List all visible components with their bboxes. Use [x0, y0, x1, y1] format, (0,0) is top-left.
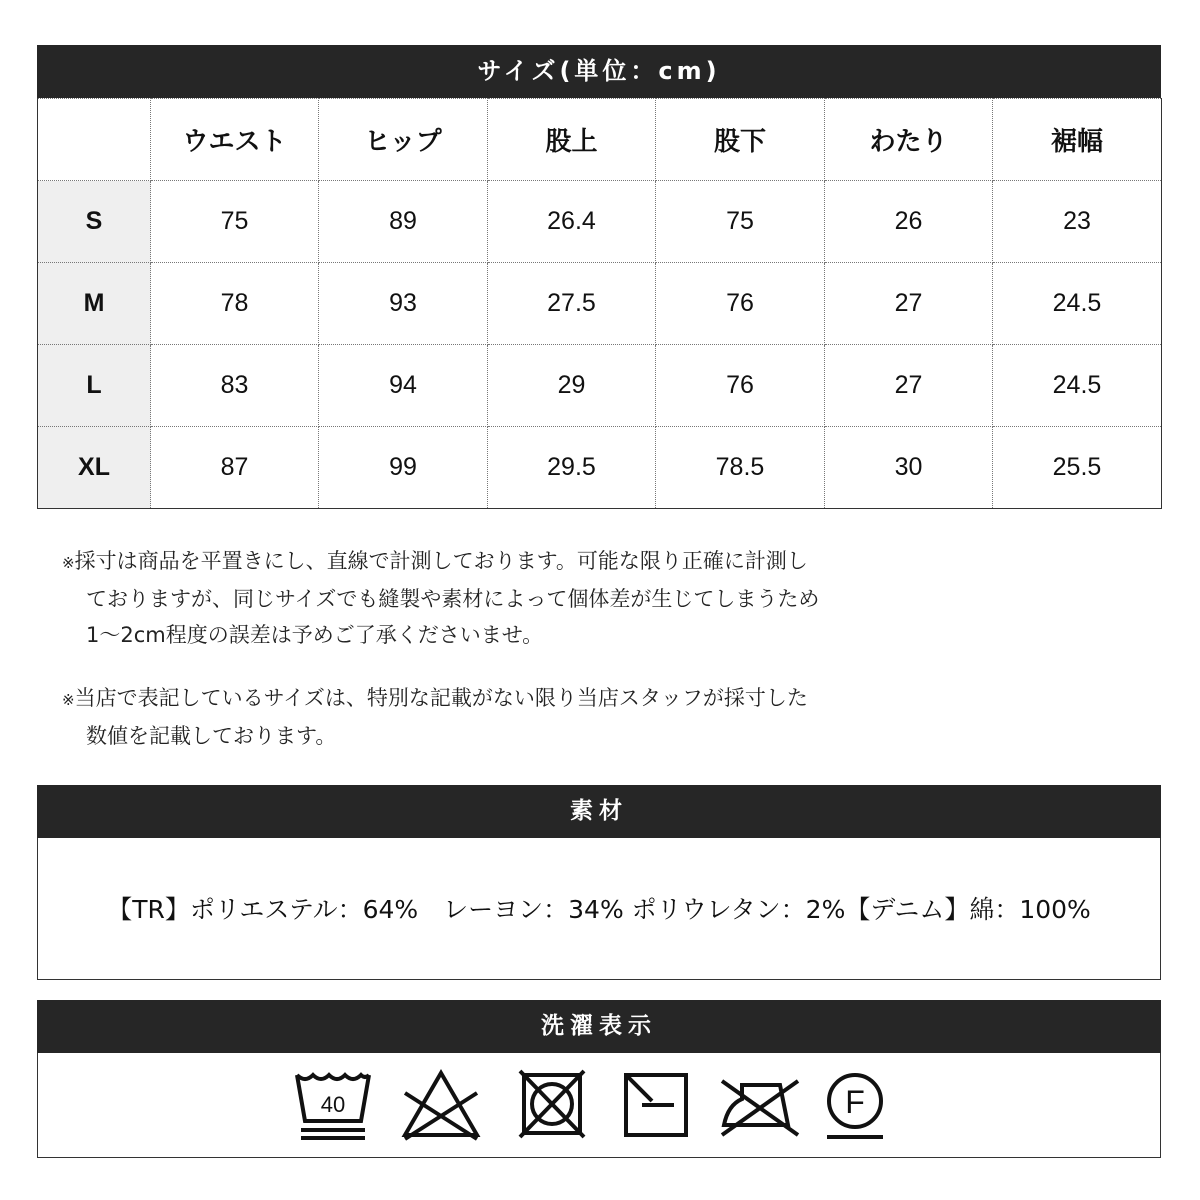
size-table-corner [38, 99, 151, 181]
measurement-note [62, 543, 962, 653]
size-source-note [62, 680, 962, 754]
dry-clean-letter: F [845, 1084, 865, 1120]
column-header-inseam: 股下 [656, 99, 825, 181]
note-text: 当店で表記しているサイズは、特別な記載がない限り当店スタッフが採寸した [74, 686, 808, 710]
column-header-rise: 股上 [488, 99, 656, 181]
table-cell: 75 [656, 181, 825, 263]
column-header-hip: ヒップ [319, 99, 488, 181]
wash-40-icon [293, 1069, 373, 1141]
dry-clean-f-icon [823, 1069, 887, 1141]
table-cell: 26 [825, 181, 993, 263]
care-section-title: 洗濯表示 [37, 1000, 1161, 1053]
column-header-waist: ウエスト [151, 99, 319, 181]
size-table [37, 98, 1162, 509]
note-mark: ※ [62, 691, 75, 709]
table-cell: 27.5 [488, 263, 656, 345]
note-mark: ※ [62, 554, 75, 572]
column-header-hem: 裾幅 [993, 99, 1162, 181]
note-line: ておりますが、同じサイズでも縫製や素材によって個体差が生じてしまうため [86, 587, 820, 611]
table-cell: 78 [151, 263, 319, 345]
table-cell: 24.5 [993, 263, 1162, 345]
table-cell: 27 [825, 345, 993, 427]
table-cell: 24.5 [993, 345, 1162, 427]
care-label-box [37, 1053, 1161, 1158]
table-cell: 29 [488, 345, 656, 427]
table-row [38, 263, 1162, 345]
size-label: XL [38, 427, 151, 509]
table-row [38, 427, 1162, 509]
table-cell: 26.4 [488, 181, 656, 263]
table-cell: 29.5 [488, 427, 656, 509]
table-cell: 99 [319, 427, 488, 509]
size-section-title: サイズ(単位：cm) [37, 45, 1161, 98]
table-cell: 30 [825, 427, 993, 509]
material-box [37, 838, 1161, 980]
size-label: M [38, 263, 151, 345]
table-cell: 78.5 [656, 427, 825, 509]
wash-temp-label: 40 [320, 1092, 346, 1117]
table-cell: 25.5 [993, 427, 1162, 509]
note-line: 数値を記載しております。 [86, 724, 337, 748]
line-dry-shade-icon [622, 1069, 690, 1141]
note-line [62, 543, 962, 581]
material-text: 【TR】ポリエステル：64% レーヨン：34% ポリウレタン：2%【デニム】綿：100% [107, 895, 1091, 924]
note-line: 1〜2cm程度の誤差は予めご了承くださいませ。 [86, 623, 544, 647]
table-cell: 23 [993, 181, 1162, 263]
table-row [38, 181, 1162, 263]
no-iron-icon [718, 1069, 802, 1141]
column-header-thigh: わたり [825, 99, 993, 181]
table-cell: 87 [151, 427, 319, 509]
table-cell: 27 [825, 263, 993, 345]
no-bleach-icon [401, 1069, 481, 1141]
size-label: S [38, 181, 151, 263]
table-cell: 89 [319, 181, 488, 263]
table-cell: 75 [151, 181, 319, 263]
table-cell: 76 [656, 263, 825, 345]
table-cell: 93 [319, 263, 488, 345]
note-text: 採寸は商品を平置きにし、直線で計測しております。可能な限り正確に計測し [74, 549, 808, 573]
no-tumble-dry-icon [516, 1069, 588, 1141]
size-table-header-row [38, 99, 1162, 181]
table-row [38, 345, 1162, 427]
note-line [62, 680, 962, 718]
table-cell: 94 [319, 345, 488, 427]
material-section-title: 素材 [37, 785, 1161, 838]
table-cell: 76 [656, 345, 825, 427]
size-label: L [38, 345, 151, 427]
table-cell: 83 [151, 345, 319, 427]
